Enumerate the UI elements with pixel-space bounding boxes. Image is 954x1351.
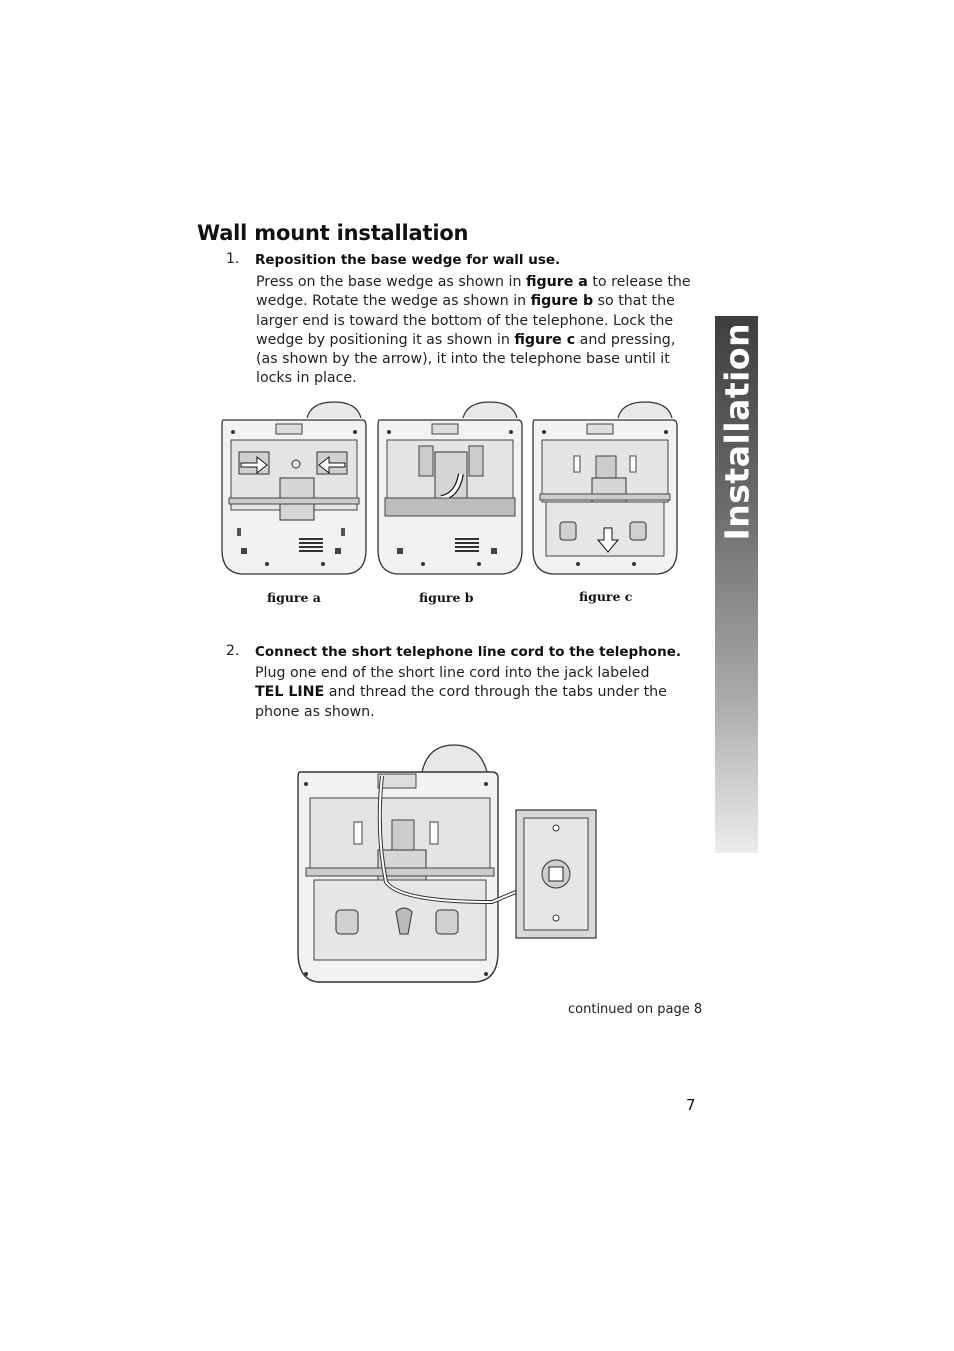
figure-c-caption: figure c <box>579 589 633 604</box>
continued-note: continued on page 8 <box>568 1002 703 1017</box>
figure-a-caption: figure a <box>267 590 321 605</box>
step-1-body: Press on the base wedge as shown in figure a to release the wedge. Rotate the wedge as shown in figure b so that the larger end is toward the bottom of the telephone. Lock the wedge by positioning it as shown in figure c and pressing, (as shown by the arrow), it into the telephone base until it locks in place. <box>256 274 691 387</box>
page-number: 7 <box>686 1096 696 1114</box>
section-tab <box>715 316 758 853</box>
figure-b-illustration <box>375 400 525 578</box>
step-1-number: 1. <box>226 251 240 267</box>
figure-b-caption: figure b <box>419 590 474 605</box>
step-2-body: Plug one end of the short line cord into the jack labeled TEL LINE and thread the cord through the tabs under the phone as shown. <box>255 665 667 720</box>
step-1-heading: Reposition the base wedge for wall use. <box>255 252 561 268</box>
figure-a-illustration <box>219 400 369 578</box>
page-title: Wall mount installation <box>197 221 469 245</box>
figure-c-illustration <box>530 400 680 578</box>
step-2-heading: Connect the short telephone line cord to the telephone. <box>255 644 681 660</box>
line-cord-illustration <box>292 742 602 987</box>
step-2-number: 2. <box>226 643 240 659</box>
section-tab-label: Installation <box>717 322 756 541</box>
